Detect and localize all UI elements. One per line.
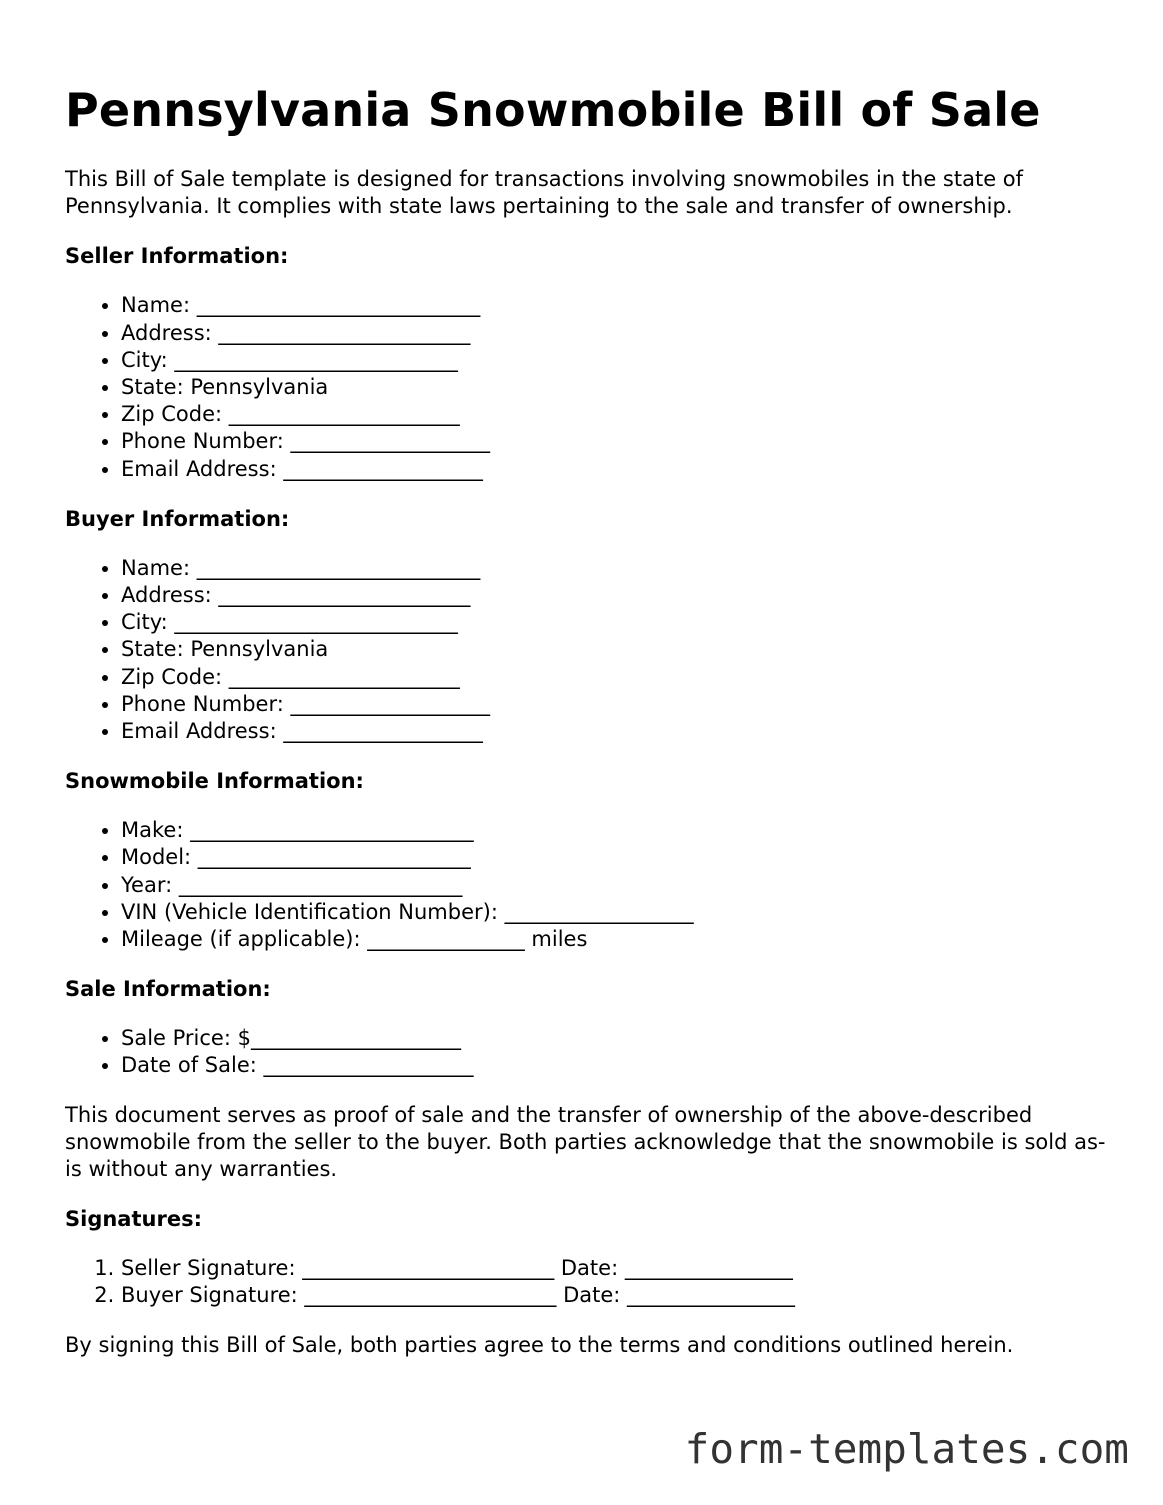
seller-phone-field[interactable]: • Phone Number: ___________________ bbox=[121, 428, 1115, 455]
closing-paragraph: This document serves as proof of sale and the transfer of ownership of the above-described snowmobile from the seller to the buyer. Both parties acknowledge that the snowmobile is sold as-is without any warranties. bbox=[65, 1102, 1106, 1182]
sale-list bbox=[65, 1025, 1115, 1079]
seller-email-field[interactable]: • Email Address: ___________________ bbox=[121, 456, 1115, 483]
seller-name-field[interactable]: • Name: ___________________________ bbox=[121, 292, 1115, 319]
watermark-text: form-templates.com bbox=[684, 1425, 1129, 1473]
buyer-state-field: • State: Pennsylvania bbox=[121, 636, 1115, 663]
buyer-signature-field[interactable]: 2. Buyer Signature: ________________________ Date: ________________ bbox=[121, 1282, 1115, 1309]
final-paragraph: By signing this Bill of Sale, both parties agree to the terms and conditions outlined herein. bbox=[65, 1332, 1014, 1357]
snowmobile-model-field[interactable]: • Model: __________________________ bbox=[121, 844, 1115, 871]
seller-address-field[interactable]: • Address: ________________________ bbox=[121, 320, 1115, 347]
snowmobile-make-field[interactable]: • Make: ___________________________ bbox=[121, 817, 1115, 844]
buyer-city-field[interactable]: • City: ___________________________ bbox=[121, 609, 1115, 636]
snowmobile-heading: Snowmobile Information: bbox=[65, 769, 364, 794]
intro-paragraph: This Bill of Sale template is designed for transactions involving snowmobiles in the state of Pennsylvania. It complies with state laws pertaining to the sale and transfer of ownership. bbox=[65, 167, 1024, 219]
buyer-phone-field[interactable]: • Phone Number: ___________________ bbox=[121, 691, 1115, 718]
seller-zip-field[interactable]: • Zip Code: ______________________ bbox=[121, 401, 1115, 428]
snowmobile-vin-field[interactable]: • VIN (Vehicle Identification Number): __________________ bbox=[121, 899, 1115, 926]
seller-list bbox=[65, 292, 1115, 482]
seller-signature-field[interactable]: 1. Seller Signature: ________________________ Date: ________________ bbox=[121, 1255, 1115, 1282]
signatures-list bbox=[65, 1255, 1115, 1309]
buyer-address-field[interactable]: • Address: ________________________ bbox=[121, 582, 1115, 609]
snowmobile-year-field[interactable]: • Year: ___________________________ bbox=[121, 872, 1115, 899]
seller-city-field[interactable]: • City: ___________________________ bbox=[121, 347, 1115, 374]
sale-heading: Sale Information: bbox=[65, 977, 271, 1002]
buyer-email-field[interactable]: • Email Address: ___________________ bbox=[121, 718, 1115, 745]
sale-date-field[interactable]: • Date of Sale: ____________________ bbox=[121, 1052, 1115, 1079]
buyer-name-field[interactable]: • Name: ___________________________ bbox=[121, 555, 1115, 582]
document-page bbox=[65, 78, 1115, 1359]
signatures-heading: Signatures: bbox=[65, 1207, 202, 1232]
buyer-heading: Buyer Information: bbox=[65, 506, 290, 531]
snowmobile-list bbox=[65, 817, 1115, 953]
seller-heading: Seller Information: bbox=[65, 244, 289, 269]
buyer-list bbox=[65, 555, 1115, 745]
buyer-zip-field[interactable]: • Zip Code: ______________________ bbox=[121, 664, 1115, 691]
snowmobile-mileage-field[interactable]: • Mileage (if applicable): _______________ miles bbox=[121, 926, 1115, 953]
document-title: Pennsylvania Snowmobile Bill of Sale bbox=[65, 83, 1041, 137]
sale-price-field[interactable]: • Sale Price: $____________________ bbox=[121, 1025, 1115, 1052]
seller-state-field: • State: Pennsylvania bbox=[121, 374, 1115, 401]
